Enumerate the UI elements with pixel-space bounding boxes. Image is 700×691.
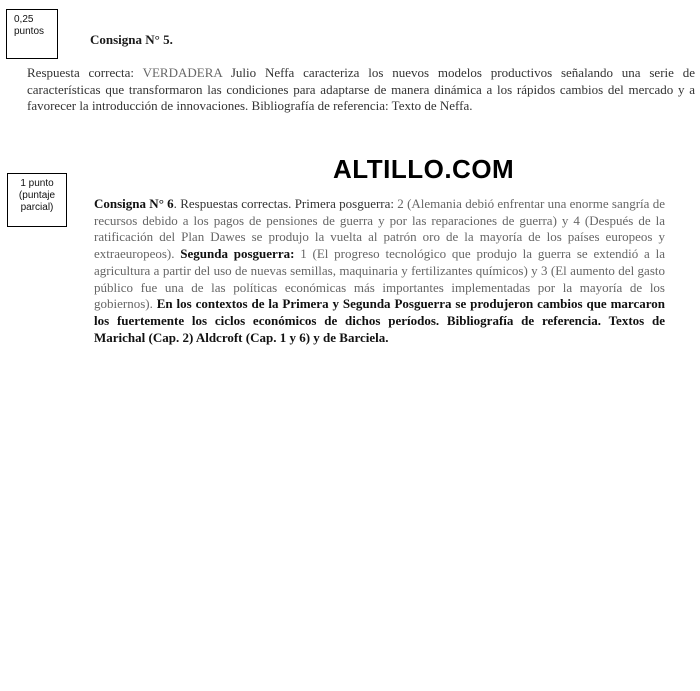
first-postwar-text: 2 (Alemania debió enfrentar una enorme sangría de recursos debido a los pagos de pensiones de guerra y por las reparaciones de guerra) y 4 (Después de la ratificación del Plan Dawes se produjo la vuelta al patrón oro de la mayoría de los países europeos y extraeuropeos). — [94, 196, 665, 262]
score-value: 1 punto — [20, 178, 54, 189]
score-box — [6, 9, 58, 59]
first-postwar-label: Primera posguerra: — [294, 196, 395, 211]
consigna-6-answer — [94, 196, 665, 346]
second-postwar-label: Segunda posguerra: — [180, 246, 295, 262]
score-unit: puntos — [14, 26, 45, 37]
answer-label: Respuesta correcta: — [27, 65, 134, 80]
score-note: (puntaje — [18, 190, 56, 201]
consigna-6-intro: . Respuestas correctas. — [173, 196, 295, 211]
watermark: ALTILLO.COM — [333, 154, 515, 184]
answer-text: Julio Neffa caracteriza los nuevos modelos productivos señalando una serie de características que transformaron las condiciones para adaptarse de manera dinámica a los rápidos cambios del mercado y a favorecer la introducción de innovaciones. Bibliografía de referencia: Texto de Neffa. — [27, 65, 695, 113]
score-value: 0,25 — [14, 14, 34, 25]
consigna-5-heading: Consigna N° 5. — [90, 32, 173, 47]
consigna-6-heading: Consigna N° 6 — [94, 196, 174, 211]
answer-value: VERDADERA — [142, 65, 223, 80]
score-box — [7, 173, 67, 227]
second-postwar-text: 1 (El progreso tecnológico que produjo la guerra se extendió a la agricultura a partir del uso de nuevas semillas, maquinaria y fertilizantes químicos) y 3 (El aumento del gasto público fue una de las políticas económicas más importantes implementadas por la mayoría de los gobiernos). — [94, 246, 665, 312]
consigna-5-answer — [27, 65, 695, 115]
consigna-6-closing: En los contextos de la Primera y Segunda Posguerra se produjeron cambios que marcaron los fuertemente los ciclos económicos de dichos períodos. Bibliografía de referencia. Textos de Marichal (Cap. 2) Aldcroft (Cap. 1 y 6) y de Barciela. — [94, 296, 665, 345]
score-note: parcial) — [20, 202, 54, 213]
